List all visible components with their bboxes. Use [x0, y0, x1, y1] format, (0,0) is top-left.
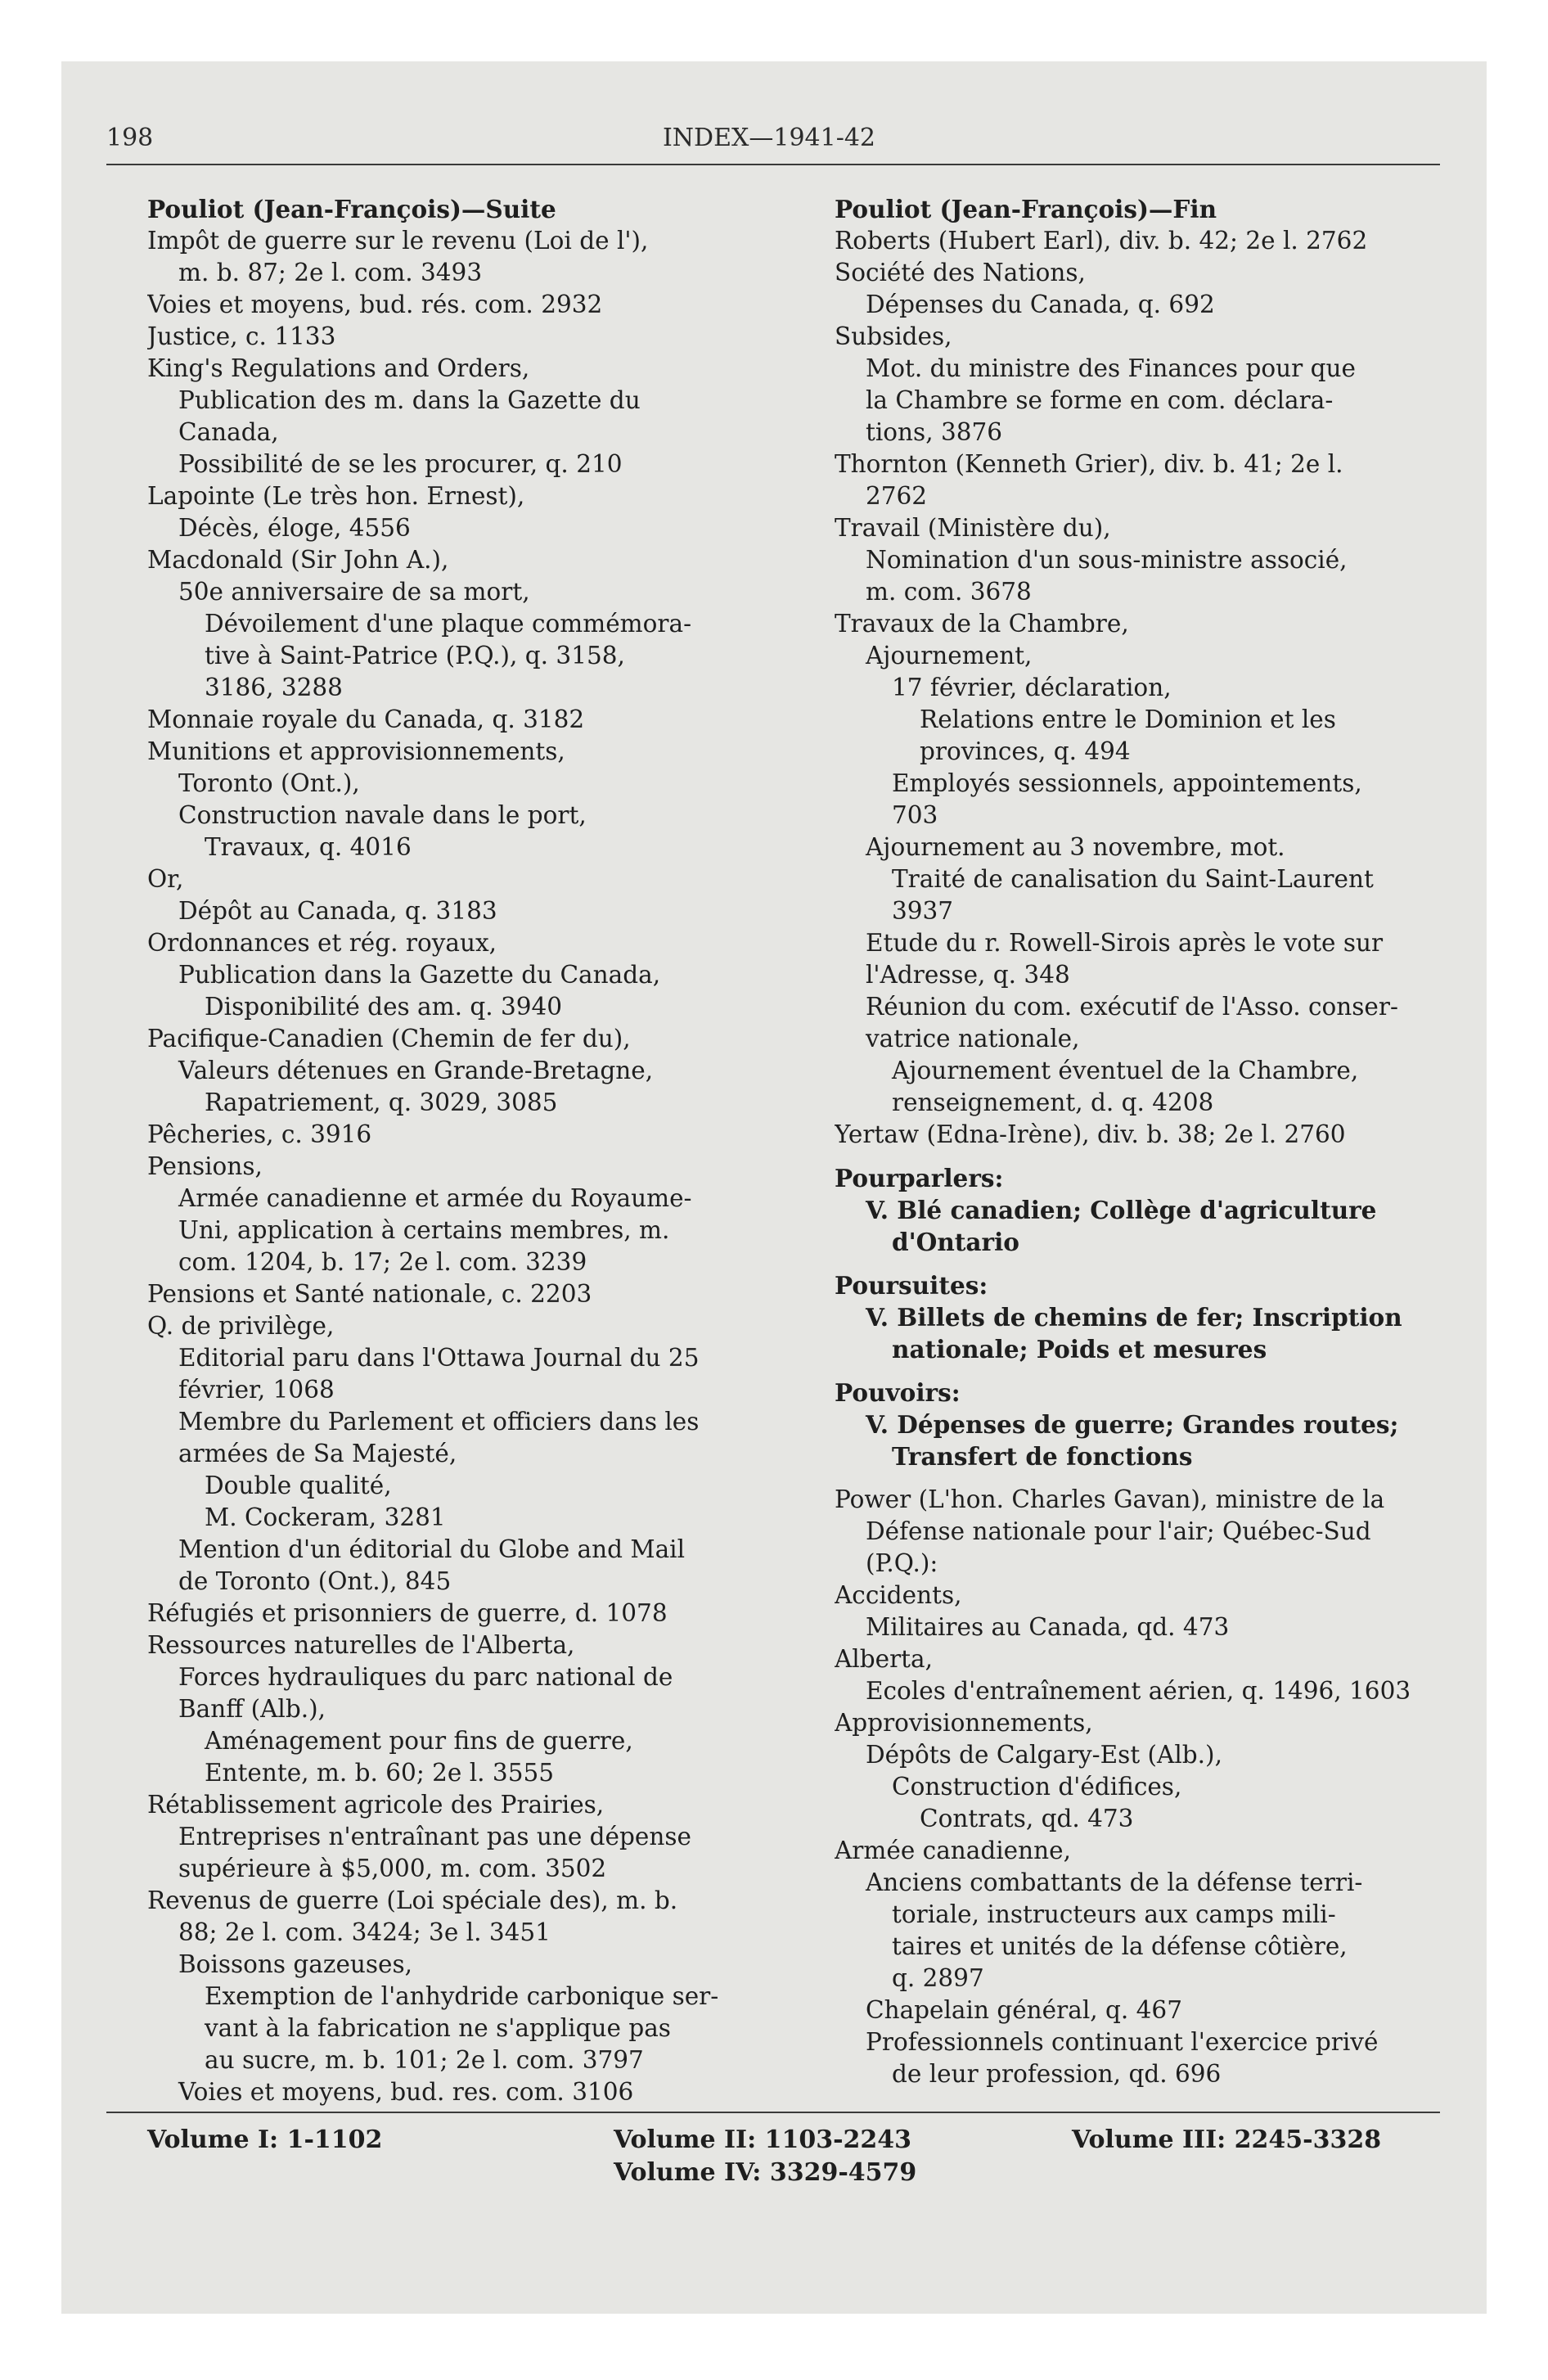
index-entry-line: Impôt de guerre sur le revenu (Loi de l'),	[147, 227, 649, 255]
index-entry-line: Construction d'édifices,	[892, 1773, 1182, 1801]
index-entry-line: 3186, 3288	[205, 674, 343, 701]
entry-spacer	[835, 1365, 1424, 1377]
index-column-right	[835, 193, 1424, 2090]
footer-volume-2-4	[614, 2124, 916, 2189]
index-entry-line: Traité de canalisation du Saint-Laurent	[892, 865, 1374, 893]
index-entry-line: Monnaie royale du Canada, q. 3182	[147, 705, 585, 733]
index-entry-line: Décès, éloge, 4556	[178, 514, 411, 542]
index-entry-line: Justice, c. 1133	[147, 322, 336, 350]
index-entry-line: Nomination d'un sous-ministre associé,	[866, 546, 1348, 574]
index-entry-line: Or,	[147, 865, 184, 893]
index-entry-line: Contrats, qd. 473	[920, 1805, 1134, 1832]
footer-volume-3: Volume III: 2245-3328	[1072, 2125, 1382, 2154]
index-entry-line: vant à la fabrication ne s'applique pas	[205, 2014, 671, 2042]
index-entry-line: Exemption de l'anhydride carbonique ser-	[205, 1982, 719, 2010]
index-entry-line: Armée canadienne et armée du Royaume-	[178, 1184, 692, 1212]
index-entry-line: Munitions et approvisionnements,	[147, 737, 565, 765]
index-entry-line: Double qualité,	[205, 1472, 392, 1499]
index-entry-line: de leur profession, qd. 696	[892, 2060, 1222, 2088]
index-entry-line: provinces, q. 494	[920, 737, 1131, 765]
index-entry-line: Revenus de guerre (Loi spéciale des), m. b.	[147, 1886, 678, 1914]
index-entry-line: Anciens combattants de la défense terri-	[866, 1868, 1363, 1896]
index-entry-line: Power (L'hon. Charles Gavan), ministre de la	[835, 1485, 1385, 1513]
index-entry-line: Boissons gazeuses,	[178, 1950, 413, 1978]
footer-volume-4: Volume IV: 3329-4579	[614, 2158, 917, 2187]
index-heading: V. Billets de chemins de fer; Inscription	[866, 1303, 1402, 1332]
index-entry-line: 88; 2e l. com. 3424; 3e l. 3451	[178, 1918, 551, 1946]
index-entry-line: Rapatriement, q. 3029, 3085	[205, 1089, 558, 1116]
index-entry-line: Travaux, q. 4016	[205, 833, 412, 861]
index-entry-line: février, 1068	[178, 1376, 335, 1404]
index-entry-line: Disponibilité des am. q. 3940	[205, 993, 563, 1021]
index-entry-line: Dépenses du Canada, q. 692	[866, 291, 1215, 318]
index-entry-line: de Toronto (Ont.), 845	[178, 1567, 452, 1595]
index-entry-line: la Chambre se forme en com. déclara-	[866, 386, 1334, 414]
index-entry-line: Ordonnances et rég. royaux,	[147, 929, 497, 957]
index-entry-line: Employés sessionnels, appointements,	[892, 769, 1362, 797]
index-entry-line: Thornton (Kenneth Grier), div. b. 41; 2e l.	[835, 450, 1343, 478]
index-heading: Pouliot (Jean-François)—Suite	[147, 195, 556, 223]
index-entry-line: Canada,	[178, 418, 279, 446]
index-entry-line: Approvisionnements,	[835, 1709, 1093, 1737]
index-entry-line: 3937	[892, 897, 954, 925]
index-entry-line: vatrice nationale,	[866, 1025, 1080, 1053]
index-entry-line: tive à Saint-Patrice (P.Q.), q. 3158,	[205, 642, 625, 669]
entry-spacer	[835, 1472, 1424, 1484]
index-entry-line: Pacifique-Canadien (Chemin de fer du),	[147, 1025, 631, 1053]
index-entry-line: Lapointe (Le très hon. Ernest),	[147, 482, 525, 510]
index-entry-line: Yertaw (Edna-Irène), div. b. 38; 2e l. 2760	[835, 1120, 1346, 1148]
index-entry-line: Ajournement éventuel de la Chambre,	[892, 1057, 1359, 1084]
index-entry-line: l'Adresse, q. 348	[866, 961, 1070, 989]
index-entry-line: Professionnels continuant l'exercice privé	[866, 2028, 1379, 2056]
index-entry-line: Aménagement pour fins de guerre,	[205, 1727, 633, 1755]
index-heading: V. Dépenses de guerre; Grandes routes;	[866, 1410, 1399, 1439]
index-entry-line: 703	[892, 801, 938, 829]
index-entry-line: Alberta,	[835, 1645, 934, 1673]
index-entry-line: Ajournement,	[866, 642, 1033, 669]
index-entry-line: Possibilité de se les procurer, q. 210	[178, 450, 623, 478]
index-entry-line: (P.Q.):	[866, 1549, 938, 1577]
footer-rule	[106, 2112, 1440, 2113]
index-entry-line: Ressources naturelles de l'Alberta,	[147, 1631, 575, 1659]
index-entry-line: Editorial paru dans l'Ottawa Journal du 25	[178, 1344, 700, 1372]
index-entry-line: Uni, application à certains membres, m.	[178, 1216, 670, 1244]
index-entry-line: Subsides,	[835, 322, 952, 350]
index-entry-line: 17 février, déclaration,	[892, 674, 1172, 701]
entry-spacer	[835, 1258, 1424, 1269]
index-entry-line: Toronto (Ont.),	[178, 769, 360, 797]
index-heading: V. Blé canadien; Collège d'agriculture	[866, 1196, 1377, 1224]
index-entry-line: Forces hydrauliques du parc national de	[178, 1663, 673, 1691]
index-entry-line: Dépôt au Canada, q. 3183	[178, 897, 497, 925]
index-heading: Pouvoirs:	[835, 1378, 961, 1407]
index-heading: Pourparlers:	[835, 1164, 1004, 1192]
footer-volume-2: Volume II: 1103-2243	[614, 2125, 912, 2154]
index-entry-line: Ajournement au 3 novembre, mot.	[866, 833, 1285, 861]
index-entry-line: 2762	[866, 482, 928, 510]
index-entry-line: Chapelain général, q. 467	[866, 1996, 1182, 2024]
running-title: INDEX—1941-42	[662, 124, 876, 152]
index-entry-line: tions, 3876	[866, 418, 1003, 446]
index-heading: Poursuites:	[835, 1271, 988, 1300]
index-entry-line: supérieure à $5,000, m. com. 3502	[178, 1855, 607, 1882]
index-heading: nationale; Poids et mesures	[892, 1335, 1267, 1364]
index-entry-line: Publication dans la Gazette du Canada,	[178, 961, 661, 989]
index-entry-line: toriale, instructeurs aux camps mili-	[892, 1900, 1336, 1928]
entry-spacer	[835, 1151, 1424, 1162]
index-entry-line: Entreprises n'entraînant pas une dépense	[178, 1823, 691, 1850]
index-entry-line: m. b. 87; 2e l. com. 3493	[178, 259, 483, 286]
index-entry-line: com. 1204, b. 17; 2e l. com. 3239	[178, 1248, 587, 1276]
index-entry-line: Relations entre le Dominion et les	[920, 705, 1336, 733]
index-entry-line: Entente, m. b. 60; 2e l. 3555	[205, 1759, 555, 1787]
index-entry-line: Armée canadienne,	[835, 1837, 1071, 1864]
header-rule	[106, 164, 1440, 165]
index-entry-line: Construction navale dans le port,	[178, 801, 587, 829]
index-entry-line: Réfugiés et prisonniers de guerre, d. 1078	[147, 1599, 668, 1627]
index-entry-line: Travail (Ministère du),	[835, 514, 1111, 542]
index-entry-line: 50e anniversaire de sa mort,	[178, 578, 530, 606]
index-entry-line: Macdonald (Sir John A.),	[147, 546, 449, 574]
index-entry-line: Mention d'un éditorial du Globe and Mail	[178, 1535, 686, 1563]
index-entry-line: Publication des m. dans la Gazette du	[178, 386, 641, 414]
index-entry-line: renseignement, d. q. 4208	[892, 1089, 1214, 1116]
index-entry-line: au sucre, m. b. 101; 2e l. com. 3797	[205, 2046, 644, 2074]
index-entry-line: Réunion du com. exécutif de l'Asso. conser-	[866, 993, 1398, 1021]
index-entry-line: Banff (Alb.),	[178, 1695, 326, 1723]
index-entry-line: Pensions et Santé nationale, c. 2203	[147, 1280, 592, 1308]
index-entry-line: Société des Nations,	[835, 259, 1086, 286]
index-heading: d'Ontario	[892, 1228, 1019, 1256]
footer-volume-1: Volume I: 1-1102	[147, 2125, 383, 2154]
index-entry-line: taires et unités de la défense côtière,	[892, 1932, 1348, 1960]
index-heading: Pouliot (Jean-François)—Fin	[835, 195, 1217, 223]
index-entry-line: Valeurs détenues en Grande-Bretagne,	[178, 1057, 654, 1084]
index-entry-line: armées de Sa Majesté,	[178, 1440, 457, 1467]
index-entry-line: Q. de privilège,	[147, 1312, 335, 1340]
index-entry-line: Roberts (Hubert Earl), div. b. 42; 2e l. 2762	[835, 227, 1368, 255]
index-entry-line: Ecoles d'entraînement aérien, q. 1496, 1603	[866, 1677, 1411, 1705]
page-number: 198	[106, 124, 154, 152]
index-entry-line: Voies et moyens, bud. rés. com. 2932	[147, 291, 603, 318]
index-heading: Transfert de fonctions	[892, 1442, 1193, 1471]
index-entry-line: Travaux de la Chambre,	[835, 610, 1129, 638]
index-entry-line: Voies et moyens, bud. res. com. 3106	[178, 2078, 634, 2106]
index-entry-line: Pensions,	[147, 1152, 263, 1180]
index-entry-line: Etude du r. Rowell-Sirois après le vote sur	[866, 929, 1384, 957]
index-entry-line: Dépôts de Calgary-Est (Alb.),	[866, 1741, 1222, 1769]
index-entry-line: Dévoilement d'une plaque commémora-	[205, 610, 692, 638]
index-entry-line: m. com. 3678	[866, 578, 1032, 606]
index-entry-line: Pêcheries, c. 3916	[147, 1120, 372, 1148]
index-entry-line: Membre du Parlement et officiers dans les	[178, 1408, 700, 1436]
index-column-left	[147, 193, 753, 2108]
index-entry-line: Accidents,	[835, 1581, 962, 1609]
index-entry-line: M. Cockeram, 3281	[205, 1503, 446, 1531]
index-entry-line: Rétablissement agricole des Prairies,	[147, 1791, 605, 1819]
index-entry-line: King's Regulations and Orders,	[147, 354, 530, 382]
index-entry-line: Militaires au Canada, qd. 473	[866, 1613, 1230, 1641]
index-entry-line: q. 2897	[892, 1964, 984, 1992]
index-entry-line: Défense nationale pour l'air; Québec-Sud	[866, 1517, 1371, 1545]
index-entry-line: Mot. du ministre des Finances pour que	[866, 354, 1356, 382]
